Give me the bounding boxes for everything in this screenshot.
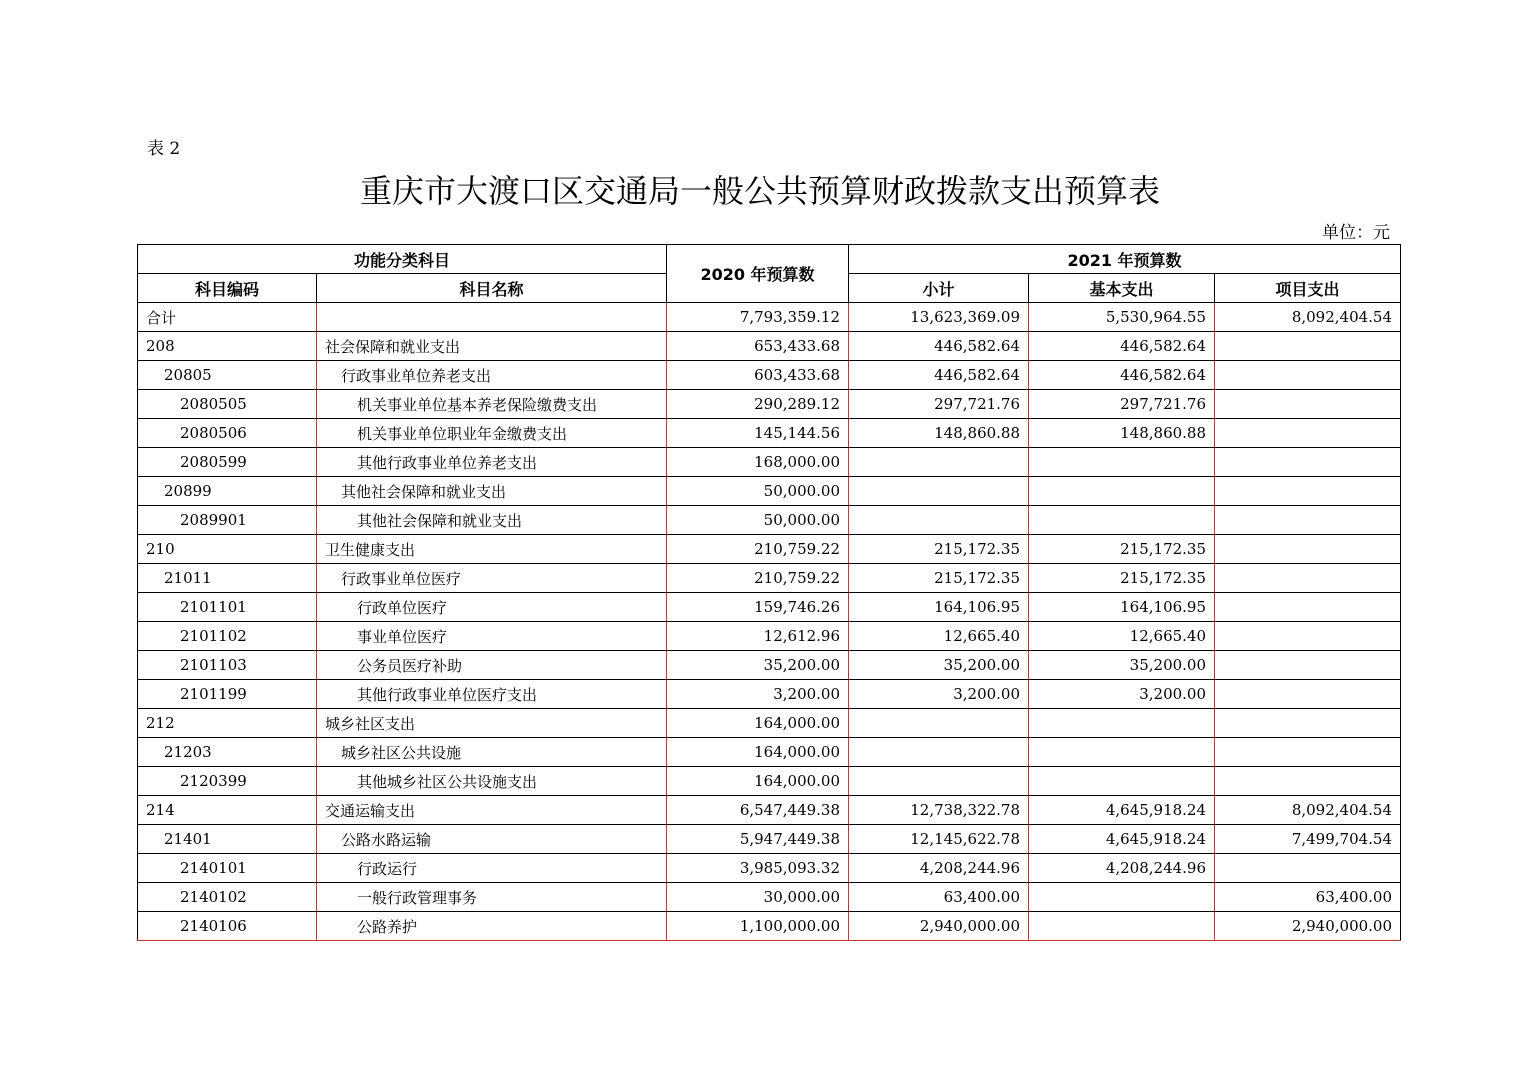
cell-name: 机关事业单位职业年金缴费支出 <box>317 419 667 448</box>
cell-project <box>1215 564 1401 593</box>
cell-project <box>1215 738 1401 767</box>
header-code: 科目编码 <box>138 274 317 303</box>
cell-code: 2101101 <box>138 593 317 622</box>
cell-code: 21203 <box>138 738 317 767</box>
table-row <box>138 593 1401 622</box>
header-project: 项目支出 <box>1215 274 1401 303</box>
cell-code: 212 <box>138 709 317 738</box>
cell-name: 公路养护 <box>317 912 667 941</box>
cell-code: 20899 <box>138 477 317 506</box>
cell-project: 2,940,000.00 <box>1215 912 1401 941</box>
header-subtotal: 小计 <box>849 274 1029 303</box>
cell-name: 交通运输支出 <box>317 796 667 825</box>
cell-budget-2020: 3,200.00 <box>667 680 849 709</box>
cell-project: 63,400.00 <box>1215 883 1401 912</box>
cell-code: 20805 <box>138 361 317 390</box>
cell-budget-2020: 1,100,000.00 <box>667 912 849 941</box>
cell-subtotal: 164,106.95 <box>849 593 1029 622</box>
table-row <box>138 303 1401 332</box>
cell-budget-2020: 164,000.00 <box>667 709 849 738</box>
cell-code: 208 <box>138 332 317 361</box>
cell-subtotal: 13,623,369.09 <box>849 303 1029 332</box>
cell-name: 行政事业单位医疗 <box>317 564 667 593</box>
cell-project <box>1215 709 1401 738</box>
cell-code: 2140106 <box>138 912 317 941</box>
cell-budget-2020: 210,759.22 <box>667 564 849 593</box>
cell-basic: 3,200.00 <box>1029 680 1215 709</box>
cell-project <box>1215 767 1401 796</box>
cell-subtotal <box>849 477 1029 506</box>
cell-name: 卫生健康支出 <box>317 535 667 564</box>
cell-basic: 4,645,918.24 <box>1029 796 1215 825</box>
cell-budget-2020: 12,612.96 <box>667 622 849 651</box>
cell-project <box>1215 332 1401 361</box>
cell-code: 2140101 <box>138 854 317 883</box>
cell-basic: 297,721.76 <box>1029 390 1215 419</box>
cell-budget-2020: 210,759.22 <box>667 535 849 564</box>
header-row-1 <box>138 245 1401 274</box>
cell-budget-2020: 145,144.56 <box>667 419 849 448</box>
table-row <box>138 361 1401 390</box>
cell-code: 2080506 <box>138 419 317 448</box>
cell-name: 其他行政事业单位医疗支出 <box>317 680 667 709</box>
cell-project <box>1215 361 1401 390</box>
table-row <box>138 767 1401 796</box>
cell-code: 2101102 <box>138 622 317 651</box>
cell-project <box>1215 680 1401 709</box>
table-row <box>138 564 1401 593</box>
table-row <box>138 448 1401 477</box>
cell-project <box>1215 448 1401 477</box>
cell-name: 行政事业单位养老支出 <box>317 361 667 390</box>
table-row <box>138 709 1401 738</box>
header-budget-2020: 2020 年预算数 <box>667 245 849 303</box>
cell-project <box>1215 593 1401 622</box>
cell-code: 合计 <box>138 303 317 332</box>
cell-subtotal: 3,200.00 <box>849 680 1029 709</box>
unit-label: 单位：元 <box>1322 223 1390 243</box>
table-label: 表 2 <box>147 139 181 159</box>
cell-subtotal: 446,582.64 <box>849 332 1029 361</box>
cell-basic: 5,530,964.55 <box>1029 303 1215 332</box>
cell-basic: 148,860.88 <box>1029 419 1215 448</box>
cell-subtotal: 215,172.35 <box>849 535 1029 564</box>
cell-name: 公路水路运输 <box>317 825 667 854</box>
cell-basic: 4,208,244.96 <box>1029 854 1215 883</box>
table-row <box>138 825 1401 854</box>
cell-subtotal: 4,208,244.96 <box>849 854 1029 883</box>
page-title: 重庆市大渡口区交通局一般公共预算财政拨款支出预算表 <box>359 172 1160 210</box>
cell-code: 2080505 <box>138 390 317 419</box>
budget-table <box>137 244 1401 941</box>
cell-name: 公务员医疗补助 <box>317 651 667 680</box>
cell-subtotal: 63,400.00 <box>849 883 1029 912</box>
header-functional: 功能分类科目 <box>138 245 667 274</box>
cell-budget-2020: 159,746.26 <box>667 593 849 622</box>
cell-basic <box>1029 709 1215 738</box>
cell-project <box>1215 419 1401 448</box>
cell-name: 其他社会保障和就业支出 <box>317 506 667 535</box>
cell-budget-2020: 30,000.00 <box>667 883 849 912</box>
cell-subtotal: 297,721.76 <box>849 390 1029 419</box>
cell-code: 21401 <box>138 825 317 854</box>
cell-budget-2020: 6,547,449.38 <box>667 796 849 825</box>
header-name: 科目名称 <box>317 274 667 303</box>
cell-code: 2120399 <box>138 767 317 796</box>
cell-budget-2020: 653,433.68 <box>667 332 849 361</box>
cell-basic: 446,582.64 <box>1029 361 1215 390</box>
cell-basic <box>1029 883 1215 912</box>
cell-code: 2089901 <box>138 506 317 535</box>
cell-code: 2080599 <box>138 448 317 477</box>
cell-budget-2020: 168,000.00 <box>667 448 849 477</box>
cell-code: 214 <box>138 796 317 825</box>
cell-budget-2020: 50,000.00 <box>667 506 849 535</box>
cell-project: 8,092,404.54 <box>1215 796 1401 825</box>
table-row <box>138 390 1401 419</box>
table-row <box>138 622 1401 651</box>
cell-code: 21011 <box>138 564 317 593</box>
table-row <box>138 477 1401 506</box>
cell-budget-2020: 35,200.00 <box>667 651 849 680</box>
table-row <box>138 854 1401 883</box>
table-row <box>138 883 1401 912</box>
cell-subtotal: 12,738,322.78 <box>849 796 1029 825</box>
cell-budget-2020: 50,000.00 <box>667 477 849 506</box>
cell-basic: 215,172.35 <box>1029 535 1215 564</box>
cell-name: 机关事业单位基本养老保险缴费支出 <box>317 390 667 419</box>
cell-basic: 446,582.64 <box>1029 332 1215 361</box>
cell-budget-2020: 164,000.00 <box>667 767 849 796</box>
cell-basic <box>1029 738 1215 767</box>
cell-subtotal: 215,172.35 <box>849 564 1029 593</box>
cell-project: 7,499,704.54 <box>1215 825 1401 854</box>
cell-subtotal: 12,145,622.78 <box>849 825 1029 854</box>
cell-budget-2020: 5,947,449.38 <box>667 825 849 854</box>
cell-subtotal: 148,860.88 <box>849 419 1029 448</box>
cell-name: 城乡社区公共设施 <box>317 738 667 767</box>
cell-budget-2020: 290,289.12 <box>667 390 849 419</box>
cell-subtotal <box>849 448 1029 477</box>
cell-subtotal <box>849 738 1029 767</box>
table-row <box>138 680 1401 709</box>
cell-basic <box>1029 767 1215 796</box>
cell-basic: 4,645,918.24 <box>1029 825 1215 854</box>
table-row <box>138 912 1401 941</box>
cell-basic: 164,106.95 <box>1029 593 1215 622</box>
cell-basic: 35,200.00 <box>1029 651 1215 680</box>
cell-project: 8,092,404.54 <box>1215 303 1401 332</box>
table-row <box>138 419 1401 448</box>
table-row <box>138 332 1401 361</box>
cell-project <box>1215 477 1401 506</box>
table-row <box>138 651 1401 680</box>
table-row <box>138 796 1401 825</box>
cell-project <box>1215 622 1401 651</box>
cell-code: 210 <box>138 535 317 564</box>
cell-budget-2020: 603,433.68 <box>667 361 849 390</box>
cell-code: 2140102 <box>138 883 317 912</box>
cell-subtotal <box>849 767 1029 796</box>
cell-name: 其他城乡社区公共设施支出 <box>317 767 667 796</box>
cell-subtotal: 2,940,000.00 <box>849 912 1029 941</box>
cell-project <box>1215 651 1401 680</box>
cell-name: 行政单位医疗 <box>317 593 667 622</box>
table-row <box>138 535 1401 564</box>
cell-basic: 12,665.40 <box>1029 622 1215 651</box>
cell-name: 其他社会保障和就业支出 <box>317 477 667 506</box>
cell-code: 2101103 <box>138 651 317 680</box>
cell-subtotal: 446,582.64 <box>849 361 1029 390</box>
cell-budget-2020: 164,000.00 <box>667 738 849 767</box>
table-row <box>138 738 1401 767</box>
cell-name: 一般行政管理事务 <box>317 883 667 912</box>
cell-project <box>1215 854 1401 883</box>
cell-name: 社会保障和就业支出 <box>317 332 667 361</box>
cell-code: 2101199 <box>138 680 317 709</box>
cell-basic <box>1029 912 1215 941</box>
cell-name: 其他行政事业单位养老支出 <box>317 448 667 477</box>
cell-basic <box>1029 477 1215 506</box>
cell-subtotal <box>849 506 1029 535</box>
cell-project <box>1215 535 1401 564</box>
cell-basic: 215,172.35 <box>1029 564 1215 593</box>
cell-name: 城乡社区支出 <box>317 709 667 738</box>
cell-project <box>1215 506 1401 535</box>
cell-subtotal <box>849 709 1029 738</box>
header-budget-2021: 2021 年预算数 <box>849 245 1401 274</box>
cell-name: 行政运行 <box>317 854 667 883</box>
cell-name: 事业单位医疗 <box>317 622 667 651</box>
cell-name <box>317 303 667 332</box>
table-row <box>138 506 1401 535</box>
cell-subtotal: 12,665.40 <box>849 622 1029 651</box>
header-basic: 基本支出 <box>1029 274 1215 303</box>
cell-basic <box>1029 506 1215 535</box>
cell-budget-2020: 3,985,093.32 <box>667 854 849 883</box>
cell-budget-2020: 7,793,359.12 <box>667 303 849 332</box>
cell-project <box>1215 390 1401 419</box>
cell-subtotal: 35,200.00 <box>849 651 1029 680</box>
cell-basic <box>1029 448 1215 477</box>
